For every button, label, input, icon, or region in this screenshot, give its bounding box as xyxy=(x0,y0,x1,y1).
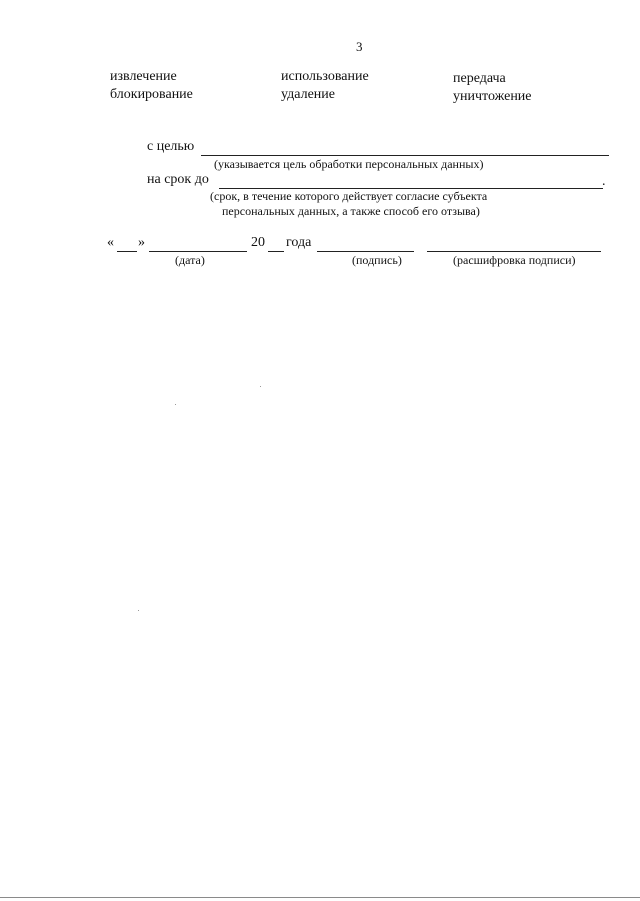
date-close-quote: » xyxy=(138,235,145,250)
operation-destruction: уничтожение xyxy=(453,89,532,104)
year-prefix: 20 xyxy=(251,235,265,250)
term-hint-line-1: (срок, в течение которого действует согласие субъекта xyxy=(210,189,488,203)
term-period: . xyxy=(602,174,606,189)
operation-blocking: блокирование xyxy=(110,87,193,102)
scan-bottom-edge xyxy=(0,897,640,898)
year-word: года xyxy=(286,235,312,250)
purpose-hint: (указывается цель обработки персональных данных) xyxy=(214,157,484,171)
operation-extraction: извлечение xyxy=(110,69,177,84)
date-day-fill-line[interactable] xyxy=(117,251,137,252)
signature-decode-caption: (расшифровка подписи) xyxy=(453,253,576,267)
scan-speck xyxy=(138,610,139,611)
signature-caption: (подпись) xyxy=(352,253,402,267)
operation-use: использование xyxy=(281,69,369,84)
year-fill-line[interactable] xyxy=(268,251,284,252)
signature-fill-line[interactable] xyxy=(317,251,414,252)
page-number: 3 xyxy=(356,39,363,54)
term-hint-line-2: персональных данных, а также способ его отзыва) xyxy=(222,204,480,218)
scan-speck xyxy=(260,386,261,387)
date-month-fill-line[interactable] xyxy=(149,251,247,252)
scan-speck xyxy=(175,404,176,405)
signature-decode-fill-line[interactable] xyxy=(427,251,601,252)
operation-deletion: удаление xyxy=(281,87,335,102)
purpose-fill-line[interactable] xyxy=(201,155,609,156)
term-label: на срок до xyxy=(147,172,209,187)
date-caption: (дата) xyxy=(175,253,205,267)
operation-transfer: передача xyxy=(453,71,506,86)
purpose-label: с целью xyxy=(147,139,195,154)
date-open-quote: « xyxy=(107,235,114,250)
